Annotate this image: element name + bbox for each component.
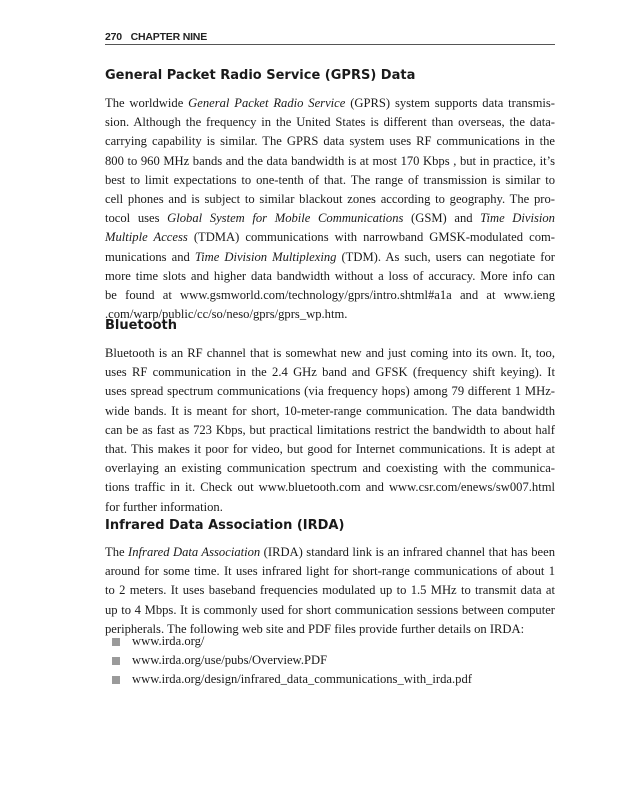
text-line [105,248,555,267]
text-line [105,94,555,113]
text-run: around for some time. It uses infrared light for short-range communications of about 1 [105,564,555,579]
text-line [105,344,555,363]
text-run: 800 to 960 MHz bands and the data bandwidth is at most 170 Kbps , but in practice, it’s [105,153,555,168]
square-bullet-icon [112,676,120,684]
bluetooth-heading: Bluetooth [105,318,177,333]
text-run: up to 4 Mbps. It is commonly used for short communication sessions between computer [105,602,555,617]
page-number: 270 [105,31,122,43]
text-run: peripherals. The following web site and PDF files provide further details on IRDA: [105,621,525,636]
square-bullet-icon [112,657,120,665]
link-text: www.irda.org/use/pubs/Overview.PDF [132,653,328,667]
text-run: carrying capability is similar. The GPRS data system uses RF communications in the [105,134,555,149]
italic-term: General Packet Radio Service [188,96,346,110]
text-run: for further information. [105,499,223,514]
text-run: (TDMA) communications with narrowband GMSK-modulated com- [187,230,555,245]
text-line [105,498,555,517]
text-run: (GSM) and [403,211,481,226]
gprs-paragraph [105,94,555,324]
text-line [105,228,555,247]
text-line [105,363,555,382]
text-line [105,402,555,421]
text-line [105,190,555,209]
text-run: be found at www.gsmworld.com/technology/gprs/intro.shtml#a1a and at www.ieng [105,288,555,303]
square-bullet-icon [112,638,120,646]
text-run: tions traffic in it. Check out www.bluetooth.com and www.csr.com/enews/sw007.html [105,480,555,495]
text-line [105,440,555,459]
list-item [105,670,555,689]
text-run: can be as fast as 723 Kbps, but practical limitations restrict the bandwidth to about half [105,422,555,437]
text-run: The worldwide [105,96,189,110]
text-run: cell phones and is subject to similar blackout zones according to geography. The pro- [105,192,555,207]
italic-term: Time Division Multiplexing [194,249,337,264]
text-run: munications and [105,249,195,264]
bluetooth-paragraph [105,344,555,517]
italic-term: Global System for Mobile Communications [167,211,404,226]
italic-term: Time Division [480,211,555,226]
text-run: tocol uses [105,211,168,226]
text-line [105,209,555,228]
text-run: (IRDA) standard link is an infrared channel that has been [260,545,555,559]
text-line [105,459,555,478]
text-line [105,152,555,171]
italic-term: Infrared Data Association [128,545,261,559]
text-line [105,286,555,305]
text-run: (GPRS) system supports data transmis- [345,96,555,110]
text-run: best to limit expectations to one-tenth of that. The range of transmission is similar to [105,172,555,187]
text-run: Bluetooth is an RF channel that is somewhat new and just coming into its own. It, too, [105,346,555,360]
text-run: wide bands. It is meant for short, 10-meter-range communication. The data bandwidth [105,403,555,418]
text-line [105,171,555,190]
italic-term: Multiple Access [105,230,188,245]
text-run: .com/warp/public/cc/so/neso/gprs/gprs_wp.htm. [105,307,348,322]
text-run: (TDM). As such, users can negotiate for [336,249,555,264]
text-line [105,562,555,581]
text-run: overlaying an existing communication spectrum and coexisting with the communica- [105,461,555,476]
text-line [105,267,555,286]
irda-paragraph [105,543,555,639]
text-run: that. This makes it poor for video, but good for Internet communications. It is adept at [105,442,555,457]
text-run: uses RF communication in the 2.4 GHz band and GFSK (frequency shift keying). It [105,365,555,380]
text-line [105,382,555,401]
chapter-title: CHAPTER NINE [130,31,207,43]
text-line [105,601,555,620]
text-run: uses spread spectrum communications (via frequency hops) among 79 different 1 MHz- [105,384,555,399]
text-line [105,132,555,151]
text-run: to 2 meters. It uses baseband frequencies modulated up to 1.5 MHz to transmit data at [105,583,555,598]
irda-link-list [105,632,555,689]
text-run: more time slots and higher data bandwidth without a loss of accuracy. More info can [105,268,555,283]
list-item [105,632,555,651]
text-line [105,113,555,132]
irda-heading: Infrared Data Association (IRDA) [105,518,345,533]
text-line [105,581,555,600]
link-text: www.irda.org/ [132,634,205,648]
text-line [105,543,555,562]
text-run: sion. Although the frequency in the United States is different than overseas, the data- [105,115,555,130]
text-line [105,421,555,440]
gprs-heading: General Packet Radio Service (GPRS) Data [105,68,416,83]
text-line [105,478,555,497]
list-item [105,651,555,670]
running-head [105,30,555,45]
text-run: The [105,545,129,559]
link-text: www.irda.org/design/infrared_data_communications_with_irda.pdf [132,672,472,686]
